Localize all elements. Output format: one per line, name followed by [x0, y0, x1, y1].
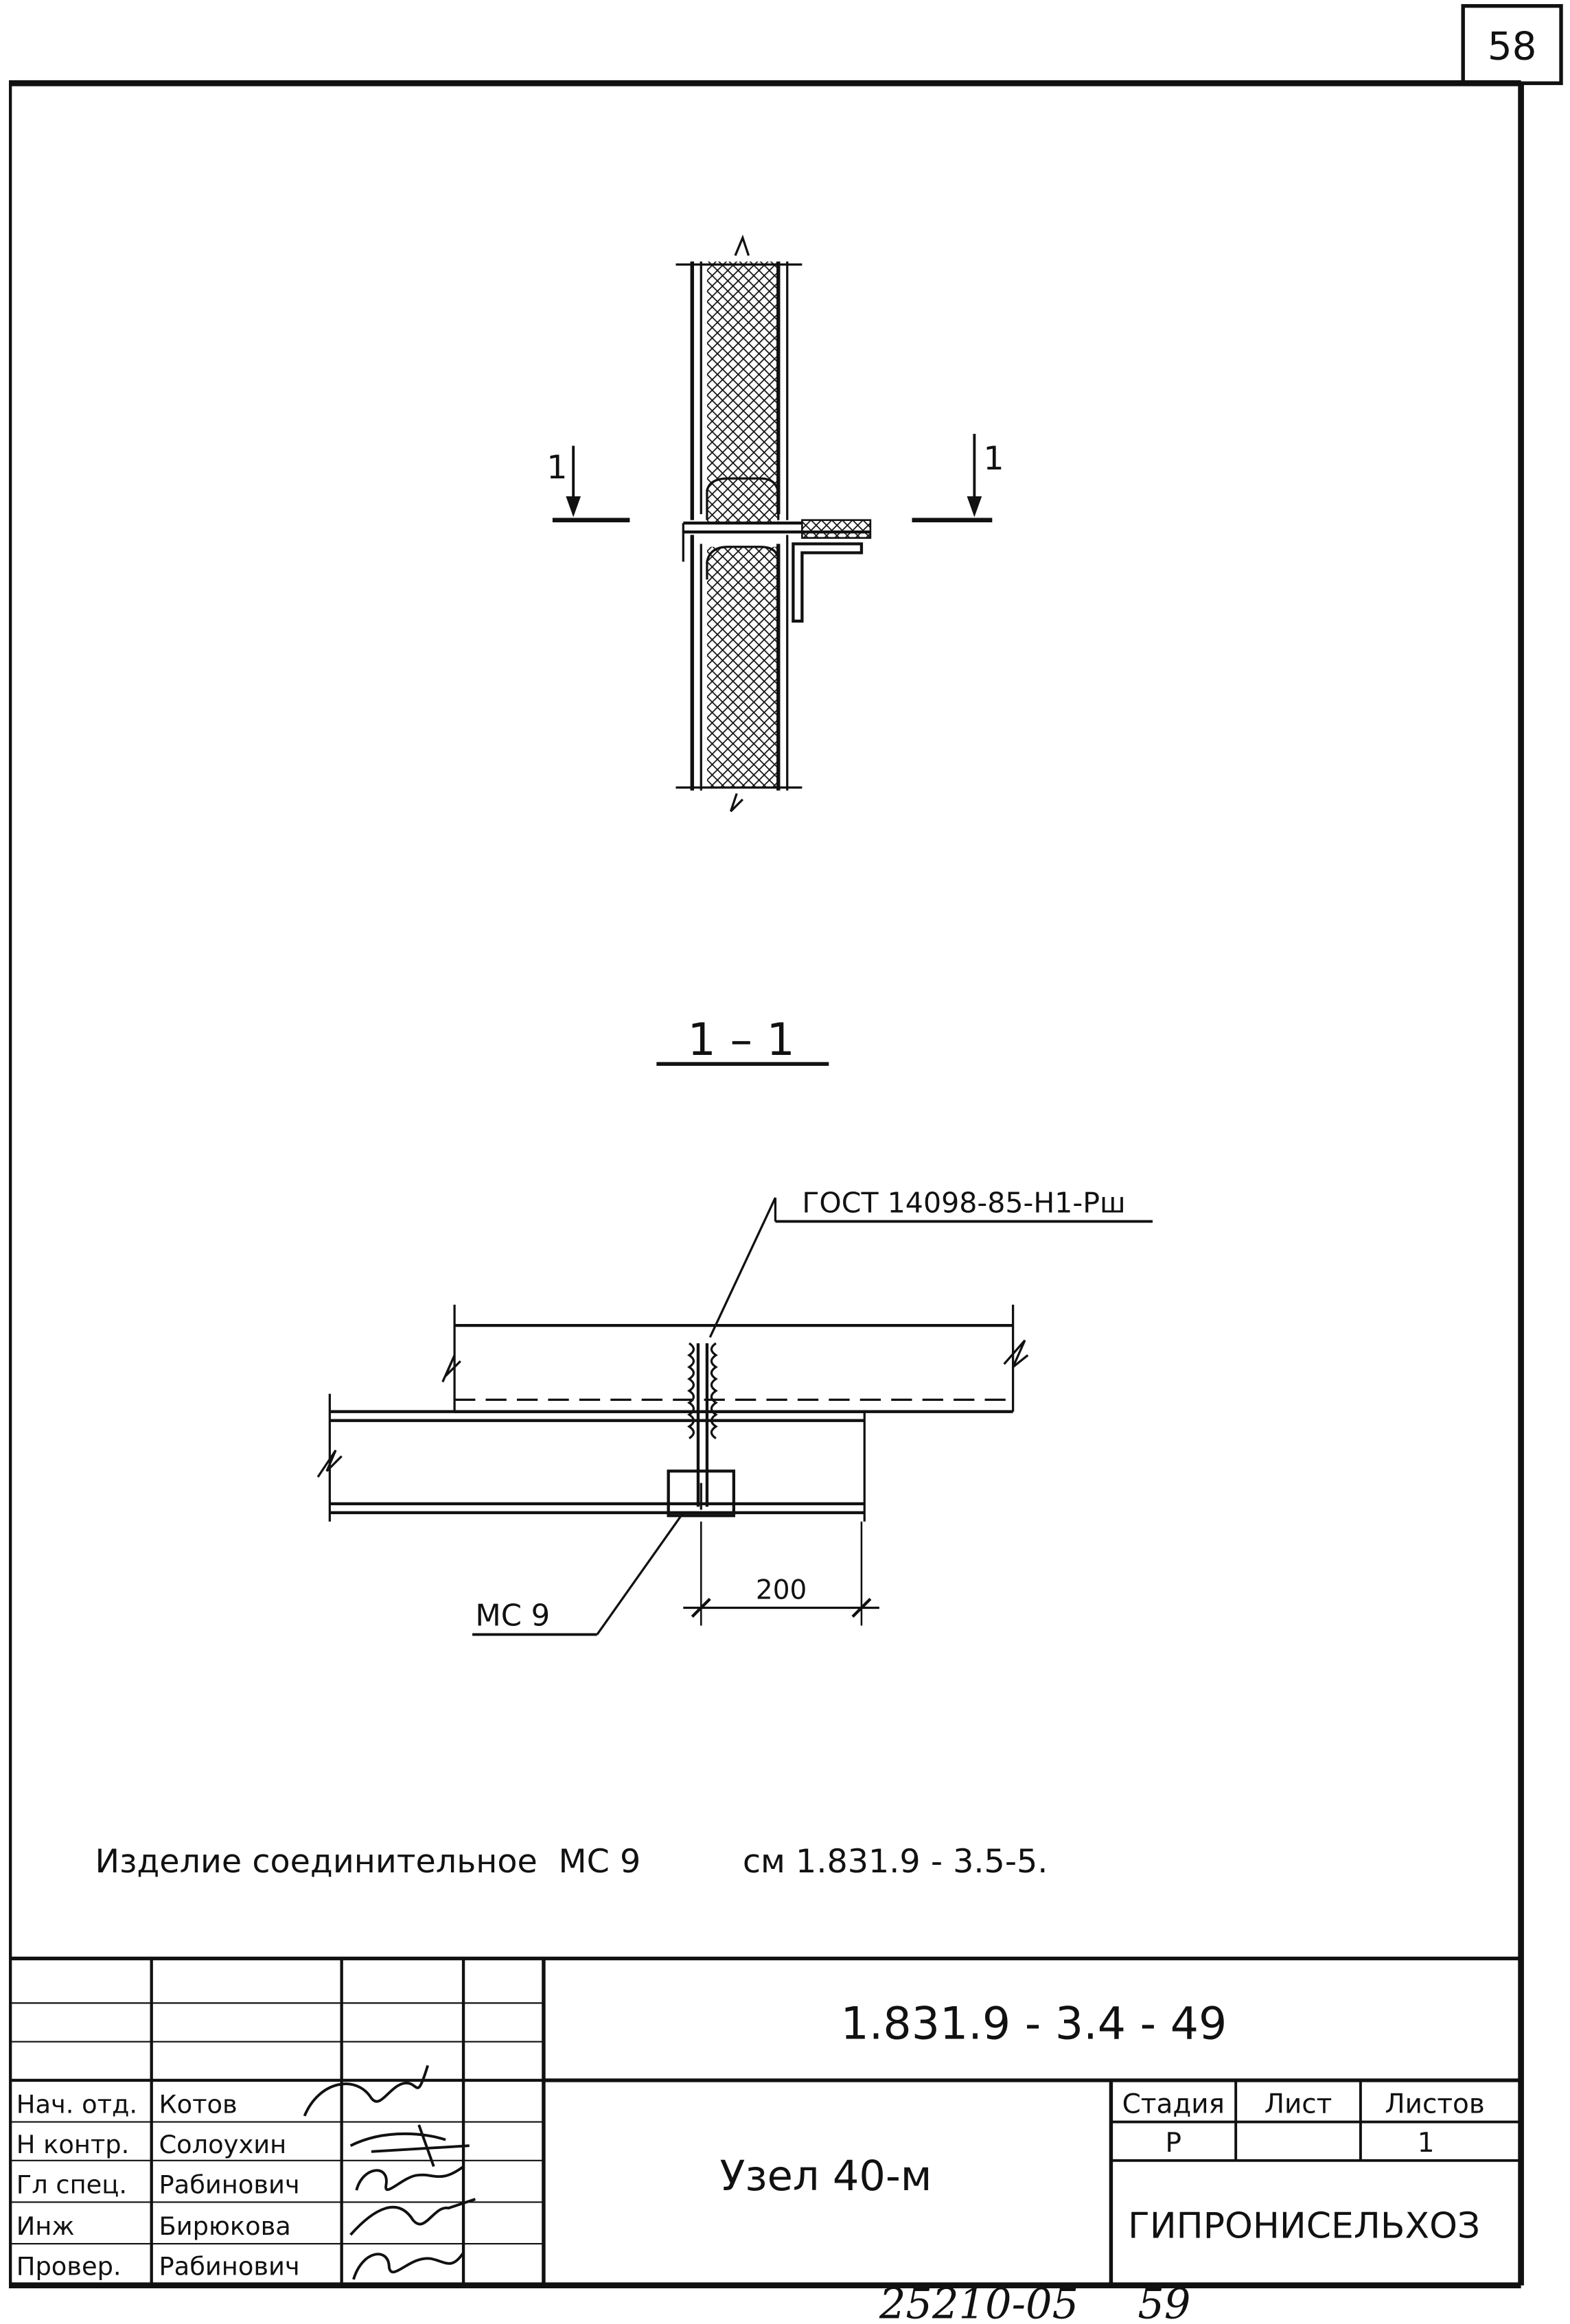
section-mark-left: 1 — [546, 449, 568, 487]
title-block — [10, 1958, 1521, 2285]
document-code: 1.831.9 - 3.4 - 49 — [840, 1998, 1227, 2050]
sign-name-2: Солоухин — [159, 2130, 287, 2160]
section-title-text: 1 – 1 — [687, 1014, 795, 1067]
note — [95, 1843, 1048, 1881]
bottom-stamp — [879, 2280, 1191, 2324]
sign-name-5: Рабинович — [159, 2251, 300, 2281]
sign-role-2: Н контр. — [16, 2130, 130, 2160]
sign-name-3: Рабинович — [159, 2170, 300, 2200]
sheets-value: 1 — [1417, 2127, 1435, 2159]
dimension-200-text: 200 — [755, 1574, 807, 1606]
callout-gost — [710, 1187, 1153, 1338]
sign-name-1: Котов — [159, 2089, 238, 2119]
panel-joint-elevation — [676, 237, 870, 811]
callout-part-text: МС 9 — [475, 1599, 551, 1634]
page-number-box — [1463, 6, 1561, 84]
callout-gost-text: ГОСТ 14098-85-Н1-Рш — [802, 1186, 1126, 1220]
signatures-handwritten — [305, 2065, 476, 2279]
sign-role-3: Гл спец. — [16, 2170, 128, 2200]
note-text: Изделие соединительное — [95, 1842, 538, 1881]
sign-role-1: Нач. отд. — [16, 2089, 138, 2119]
drawing-name: Узел 40-м — [719, 2152, 932, 2201]
section-1-1-view — [318, 1305, 1028, 1522]
page-number: 58 — [1487, 24, 1537, 69]
sheets-header: Листов — [1385, 2089, 1485, 2120]
stage-header: Стадия — [1122, 2089, 1225, 2120]
callout-part — [472, 1513, 683, 1635]
organization: ГИПРОНИСЕЛЬХОЗ — [1128, 2205, 1481, 2247]
bottom-stamp-text: 25210-05 — [879, 2280, 1079, 2324]
sign-role-5: Провер. — [16, 2251, 122, 2281]
section-cut-right — [912, 434, 1004, 520]
dimension-200 — [683, 1522, 879, 1626]
note-reference: см 1.831.9 - 3.5-5. — [742, 1842, 1048, 1881]
note-part: МС 9 — [558, 1842, 641, 1881]
sign-role-4: Инж — [16, 2211, 75, 2242]
section-title — [656, 1014, 829, 1066]
section-mark-right: 1 — [983, 440, 1004, 478]
section-cut-left — [546, 445, 630, 520]
sign-name-4: Бирюкова — [159, 2211, 291, 2242]
bottom-page-text: 59 — [1138, 2280, 1191, 2324]
stage-value: Р — [1165, 2127, 1182, 2159]
sheet-header: Лист — [1264, 2089, 1332, 2120]
